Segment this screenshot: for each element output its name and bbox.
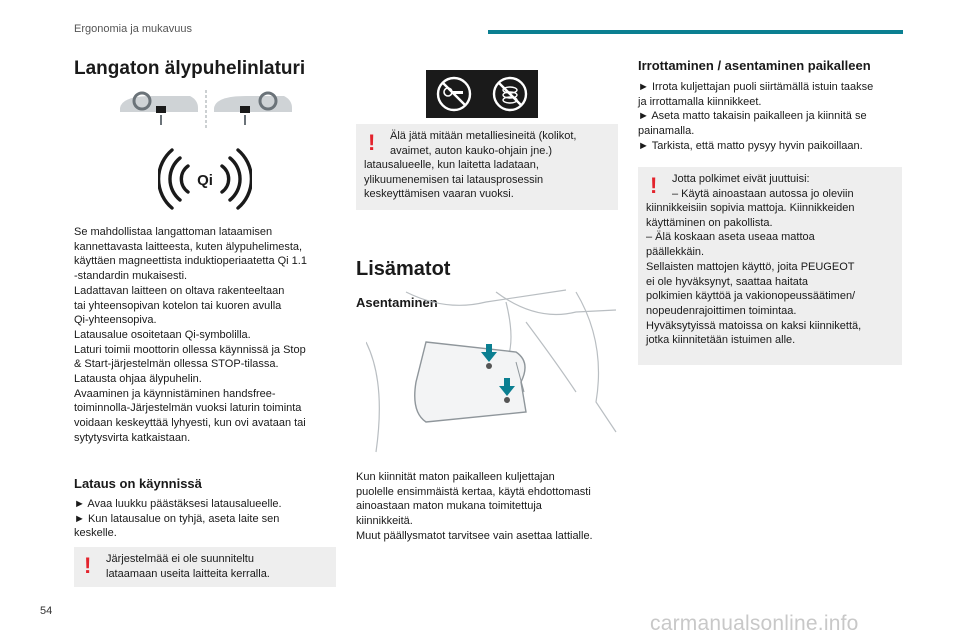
charging-subheading: Lataus on käynnissä	[74, 476, 202, 491]
warning-icon: !	[368, 130, 376, 155]
page-title: Langaton älypuhelinlaturi	[74, 58, 306, 79]
floor-mat-illustration	[366, 282, 618, 458]
section-header: Ergonomia ja mukavuus	[74, 23, 193, 35]
no-metal-objects-icon	[426, 70, 538, 118]
warning-text-rest: latausalueelle, kun laitetta ladataan, ylikuumenemisen tai latausprosessin keskeyttämisen vaaran vuoksi.	[364, 159, 544, 201]
dashboard-position-icons	[112, 88, 292, 132]
qi-wireless-symbol-icon	[158, 146, 252, 212]
install-subheading: Asentaminen	[356, 295, 438, 310]
warning-box-metal-objects	[356, 124, 618, 210]
fastener-icon	[486, 363, 492, 369]
lhd-dashboard-icon	[120, 93, 198, 125]
warning-box-pedals	[638, 167, 902, 365]
header-accent-bar	[488, 30, 903, 34]
rhd-dashboard-icon	[214, 93, 292, 125]
warning-icon: !	[84, 553, 92, 578]
intro-paragraph: Se mahdollistaa langattoman lataamisen kannettavasta laitteesta, kuten älypuhelimesta, käyttäen magneettista induktioperiaatetta Qi 1.1 -standardin mukaisesti. Ladattavan laitteen on oltava rakenteeltaan tai yhteensopivan kotelon tai kuoren avulla Qi-yhteensopiva. Latausalue osoitetaan Qi-symbolilla. Laturi toimii moottorin ollessa käynnissä ja Stop & Start-järjestelmän ollessa STOP-tilassa. Latausta ohjaa älypuhelin. Avaaminen ja käynnistäminen handsfree- toiminnolla-Järjestelmän vuoksi laturin toiminta voidaan keskeyttää lyhyesti, kun ovi avataan tai sytytysvirta katkaistaan.	[74, 226, 307, 444]
warning-text: Järjestelmää ei ole suunniteltu lataamaan useita laitteita kerralla.	[106, 553, 270, 580]
remove-install-subheading: Irrottaminen / asentaminen paikalleen	[638, 58, 871, 73]
section-title-lisamatot: Lisämatot	[356, 258, 451, 280]
warning-text-first-lines: Jotta polkimet eivät juuttuisi: – Käytä ainoastaan autossa jo oleviin	[672, 173, 854, 200]
warning-icon: !	[650, 173, 658, 198]
warning-text-first-lines: Älä jätä mitään metalliesineitä (kolikot, avaimet, auton kauko-ohjain jne.)	[390, 130, 577, 157]
fastener-icon	[504, 397, 510, 403]
watermark: carmanualsonline.info	[650, 612, 859, 635]
warning-box-multiple-devices	[74, 547, 336, 587]
charging-steps: ► Avaa luukku päästäksesi latausalueelle. ► Kun latausalue on tyhjä, aseta laite sen keskelle.	[74, 498, 282, 540]
page-number: 54	[40, 605, 53, 617]
remove-install-steps: ► Irrota kuljettajan puoli siirtämällä istuin taakse ja irrottamalla kiinnikkeet. ► Aseta matto takaisin paikalleen ja kiinnitä se painamalla. ► Tarkista, että matto pysyy hyvin paikoillaan.	[638, 81, 874, 152]
warning-text-rest: kiinnikkeisiin sopivia mattoja. Kiinnikkeiden käyttäminen on pakollista. – Älä koskaan aseta useaa mattoa päällekkäin. Sellaisten mattojen käyttö, joita PEUGEOT ei ole hyväksynyt, saattaa haitata polkimien käyttöä ja vakionopeussäätimen/ nopeudenrajoittimen toimintaa. Hyväksytyissä matoissa on kaksi kiinnikettä, jotka kiinnitetään istuimen alle.	[646, 202, 862, 347]
install-paragraph: Kun kiinnität maton paikalleen kuljettajan puolelle ensimmäistä kertaa, käytä ehdottomasti ainoastaan maton mukana toimitettuja kiinnikkeitä. Muut päällysmatot tarvitsee vain asettaa lattialle.	[356, 471, 593, 542]
qi-label: Qi	[197, 172, 213, 189]
